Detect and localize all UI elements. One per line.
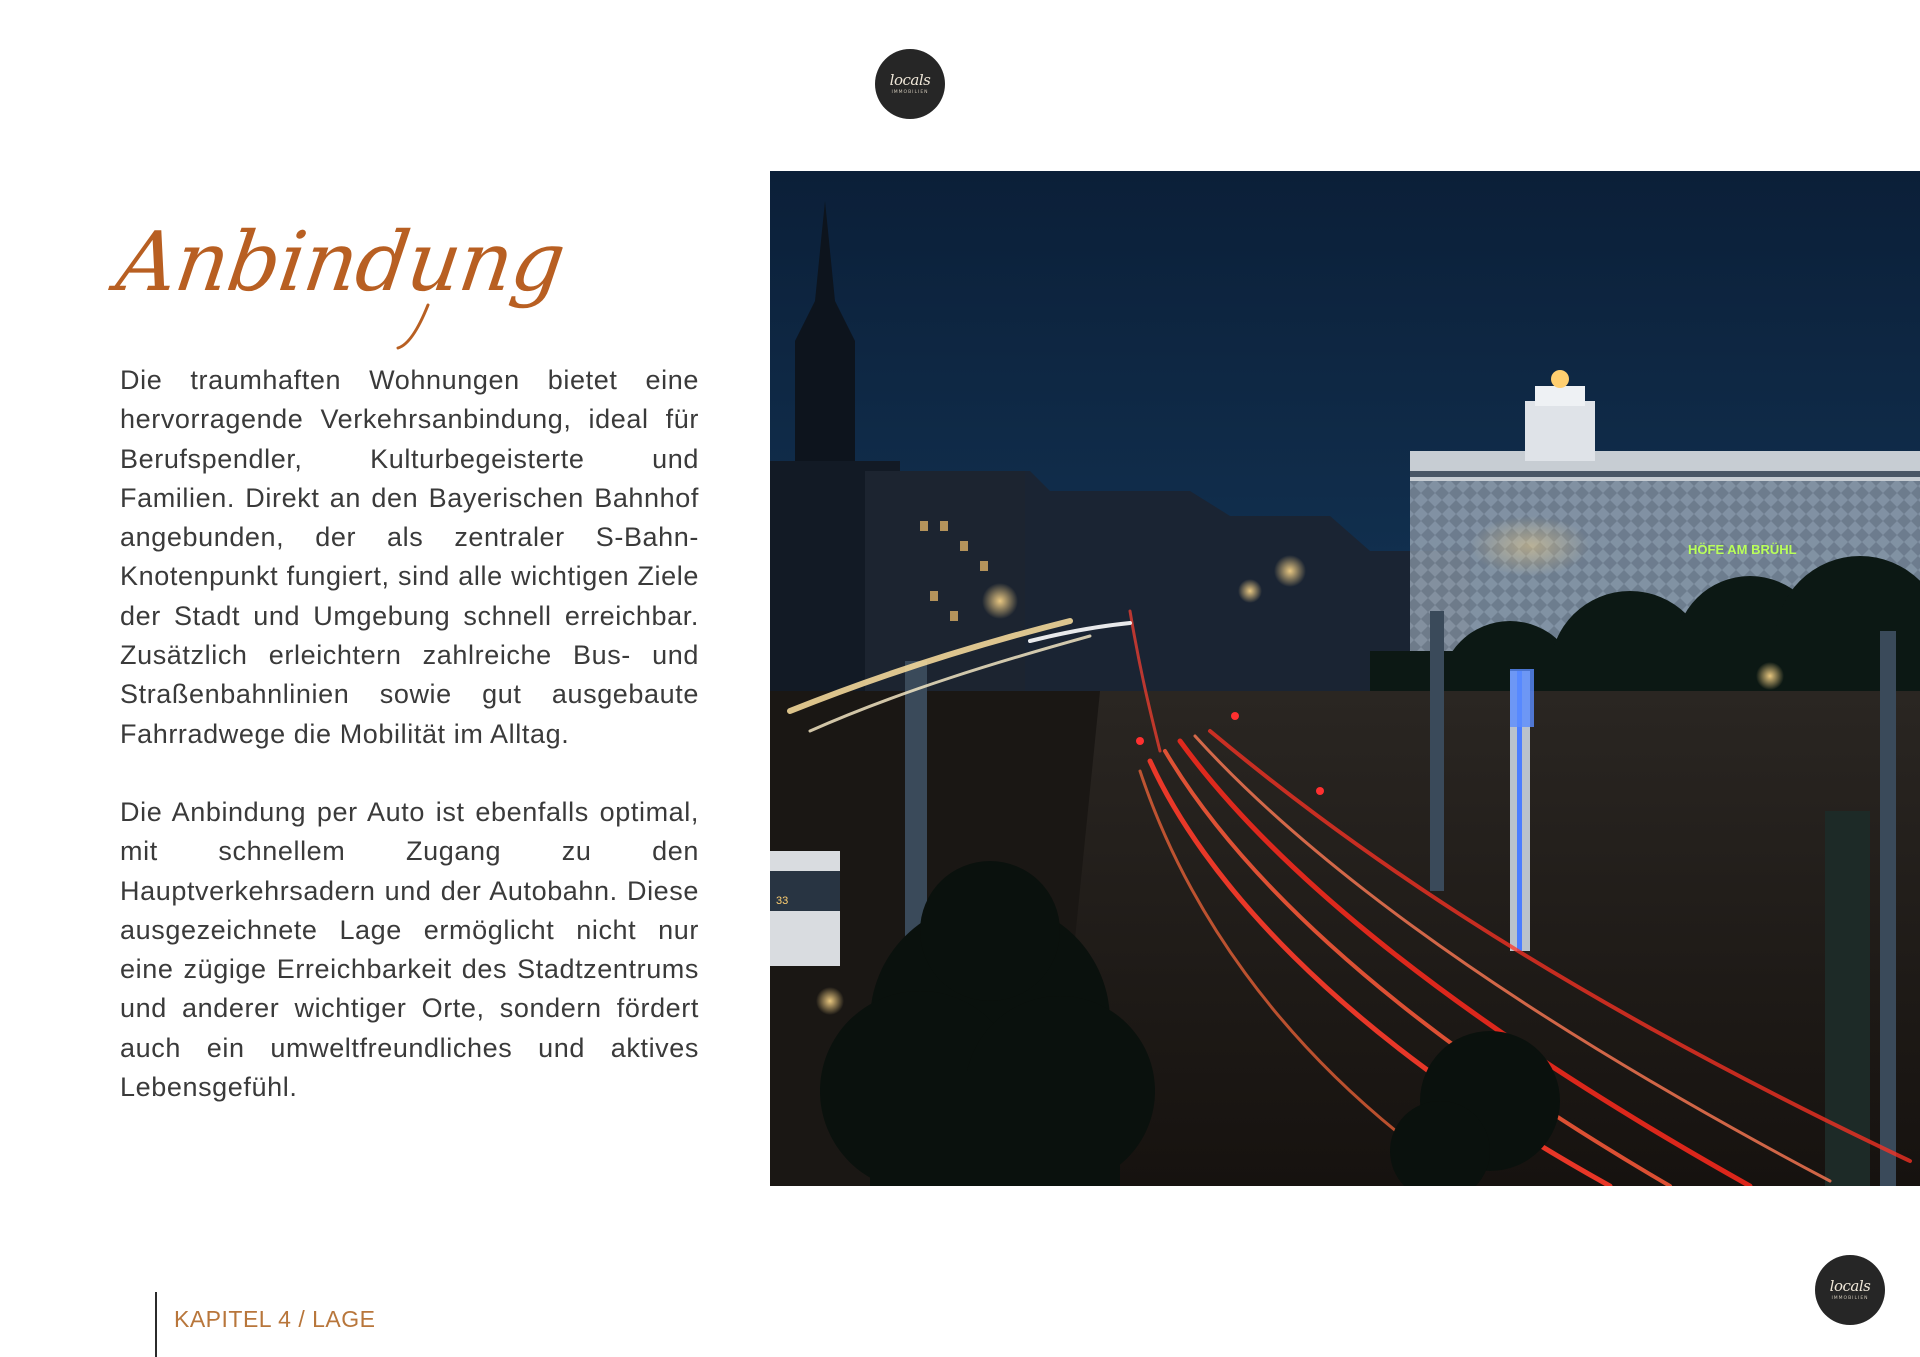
- logo-script-text: locals: [1829, 1277, 1871, 1295]
- building-sign: HÖFE AM BRÜHL: [1688, 542, 1797, 557]
- body-text: [120, 361, 699, 1107]
- chapter-label: KAPITEL 4 / LAGE: [174, 1306, 376, 1332]
- city-night-photo: [770, 171, 1920, 1186]
- paragraph-1: Die traumhaften Wohnungen bietet eine hervorragende Verkehrsanbindung, ideal für Berufspendler, Kulturbegeisterte und Familien. Direkt an den Bayerischen Bahnhof angebunden, der als zentraler S-Bahn-Knotenpunkt fungiert, sind alle wichtigen Ziele der Stadt und Umgebung schnell erreichbar. Zusätzlich erleichtern zahlreiche Bus- und Straßenbahnlinien sowie gut ausgebaute Fahrradwege die Mobilität im Alltag.: [120, 365, 699, 749]
- top-logo: [875, 49, 945, 119]
- photo-illustration: [770, 171, 1920, 1186]
- heading-swash-decoration: [118, 300, 478, 350]
- section-heading: Anbindung: [111, 215, 570, 310]
- paragraph-2: Die Anbindung per Auto ist ebenfalls optimal, mit schnellem Zugang zu den Hauptverkehrsadern und der Autobahn. Diese ausgezeichnete Lage ermöglicht nicht nur eine zügige Erreichbarkeit des Stadtzentrums und anderer wichtiger Orte, sondern fördert auch ein umweltfreundliches und aktives Lebensgefühl.: [120, 796, 699, 1103]
- logo-subtitle: IMMOBILIEN: [1831, 1296, 1869, 1301]
- tram-number: 33: [776, 895, 789, 907]
- footer-rule: [155, 1292, 157, 1357]
- bottom-logo: [1815, 1255, 1885, 1325]
- logo-script-text: locals: [889, 71, 931, 89]
- logo-subtitle: IMMOBILIEN: [891, 90, 929, 95]
